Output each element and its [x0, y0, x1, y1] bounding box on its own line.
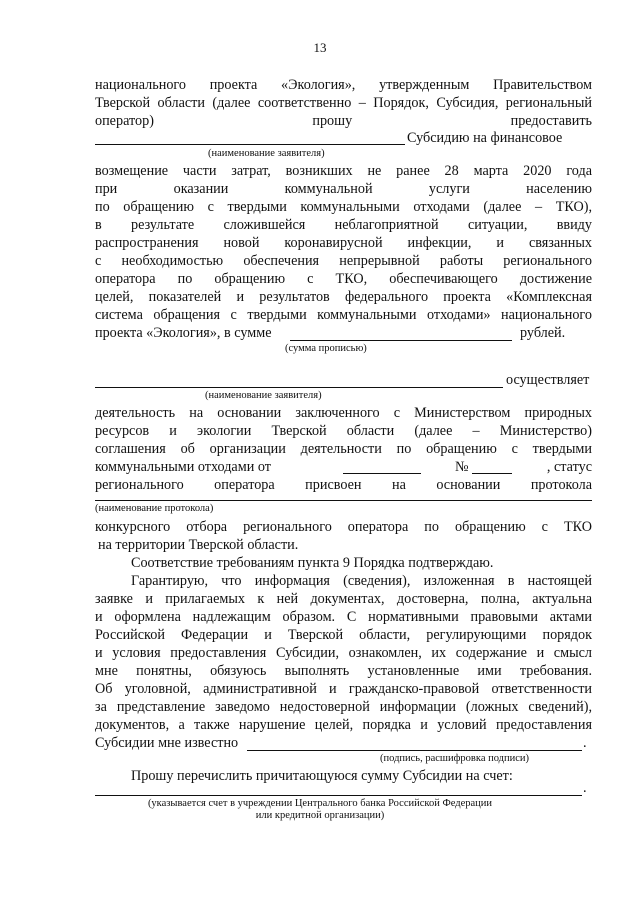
text-line: целей, показателей и результатов федерального проекта «Комплексная [95, 289, 592, 305]
text-line: регионального оператора присвоен на основании протокола [95, 477, 592, 493]
text-line: по обращению с твердыми коммунальными отходами (далее – ТКО), [95, 199, 592, 215]
agreement-number-field[interactable] [472, 473, 512, 474]
caption-applicant-name: (наименование заявителя) [208, 148, 325, 159]
text-line: Об уголовной, административной и гражданско-правовой ответственности [95, 681, 592, 697]
text-line: осуществляет [506, 372, 590, 388]
text-line: Субсидию на финансовое [407, 130, 563, 146]
agreement-date-field[interactable] [343, 473, 421, 474]
text-line: оператора по обращению с ТКО, обеспечивающего достижение [95, 271, 592, 287]
caption-account: или кредитной организации) [255, 810, 385, 821]
text-line: и оформлена надлежащим образом. С нормативными правовыми актами [95, 609, 592, 625]
text-line: коммунальными отходами от [95, 459, 271, 475]
text-line: ресурсов и экологии Тверской области (далее – Министерство) [95, 423, 592, 439]
text-line: оператор) прошу предоставить [95, 113, 592, 129]
text-line: заявке и прилагаемых к ней документах, достоверна, полна, актуальна [95, 591, 592, 607]
bank-account-field[interactable] [95, 795, 582, 796]
text-line: мне понятны, обязуюсь выполнять установленные ими требования. [95, 663, 592, 679]
text-line: распространения новой коронавирусной инфекции, и связанных [95, 235, 592, 251]
text-line: Прошу перечислить причитающуюся сумму Субсидии на счет: [131, 768, 513, 784]
text-line: с необходимостью обеспечения непрерывной работы регионального [95, 253, 592, 269]
text-line: Тверской области (далее соответственно – Порядок, Субсидия, региональный [95, 95, 592, 111]
caption-amount: (сумма прописью) [285, 343, 367, 354]
text-line: соглашения об организации деятельности по обращению с твердыми [95, 441, 592, 457]
text-line: за представление заведомо недостоверной информации (ложных сведений), [95, 699, 592, 715]
text-line: Соответствие требованиям пункта 9 Порядка подтверждаю. [131, 555, 494, 571]
text-line: . [583, 780, 587, 796]
protocol-name-field[interactable] [95, 500, 592, 501]
amount-field[interactable] [290, 340, 512, 341]
text-line: конкурсного отбора регионального оператора по обращению с ТКО [95, 519, 592, 535]
text-line: в результате сложившейся неблагоприятной ситуации, ввиду [95, 217, 592, 233]
text-line: документов, а также нарушение целей, порядка и условий предоставления [95, 717, 592, 733]
text-line: рублей. [520, 325, 566, 341]
text-line: Гарантирую, что информация (сведения), изложенная в настоящей [131, 573, 592, 589]
page-number: 13 [313, 40, 327, 55]
caption-applicant-name-2: (наименование заявителя) [205, 390, 322, 401]
text-line: при оказании коммунальной услуги населению [95, 181, 592, 197]
caption-signature: (подпись, расшифровка подписи) [380, 753, 530, 764]
text-line: возмещение части затрат, возникших не ранее 28 марта 2020 года [95, 163, 592, 179]
text-line: № [455, 459, 469, 475]
signature-field[interactable] [247, 750, 582, 751]
caption-account: (указывается счет в учреждении Центрального банка Российской Федерации [147, 798, 493, 809]
text-line: система обращения с твердыми коммунальными отходами» национального [95, 307, 592, 323]
text-line: проекта «Экология», в сумме [95, 325, 272, 341]
text-line: национального проекта «Экология», утвержденным Правительством [95, 77, 592, 93]
text-line: и условия предоставления Субсидии, ознакомлен, их содержание и смысл [95, 645, 592, 661]
caption-protocol: (наименование протокола) [95, 503, 214, 514]
text-line: , статус [546, 459, 592, 475]
text-line: Субсидии мне известно [95, 735, 239, 751]
applicant-name-field[interactable] [95, 144, 405, 145]
text-line: на территории Тверской области. [98, 537, 299, 553]
applicant-name-field-2[interactable] [95, 387, 503, 388]
text-line: Российской Федерации и Тверской области, регулирующими порядок [95, 627, 592, 643]
text-line: деятельность на основании заключенного с Министерством природных [95, 405, 592, 421]
text-line: . [583, 735, 587, 751]
